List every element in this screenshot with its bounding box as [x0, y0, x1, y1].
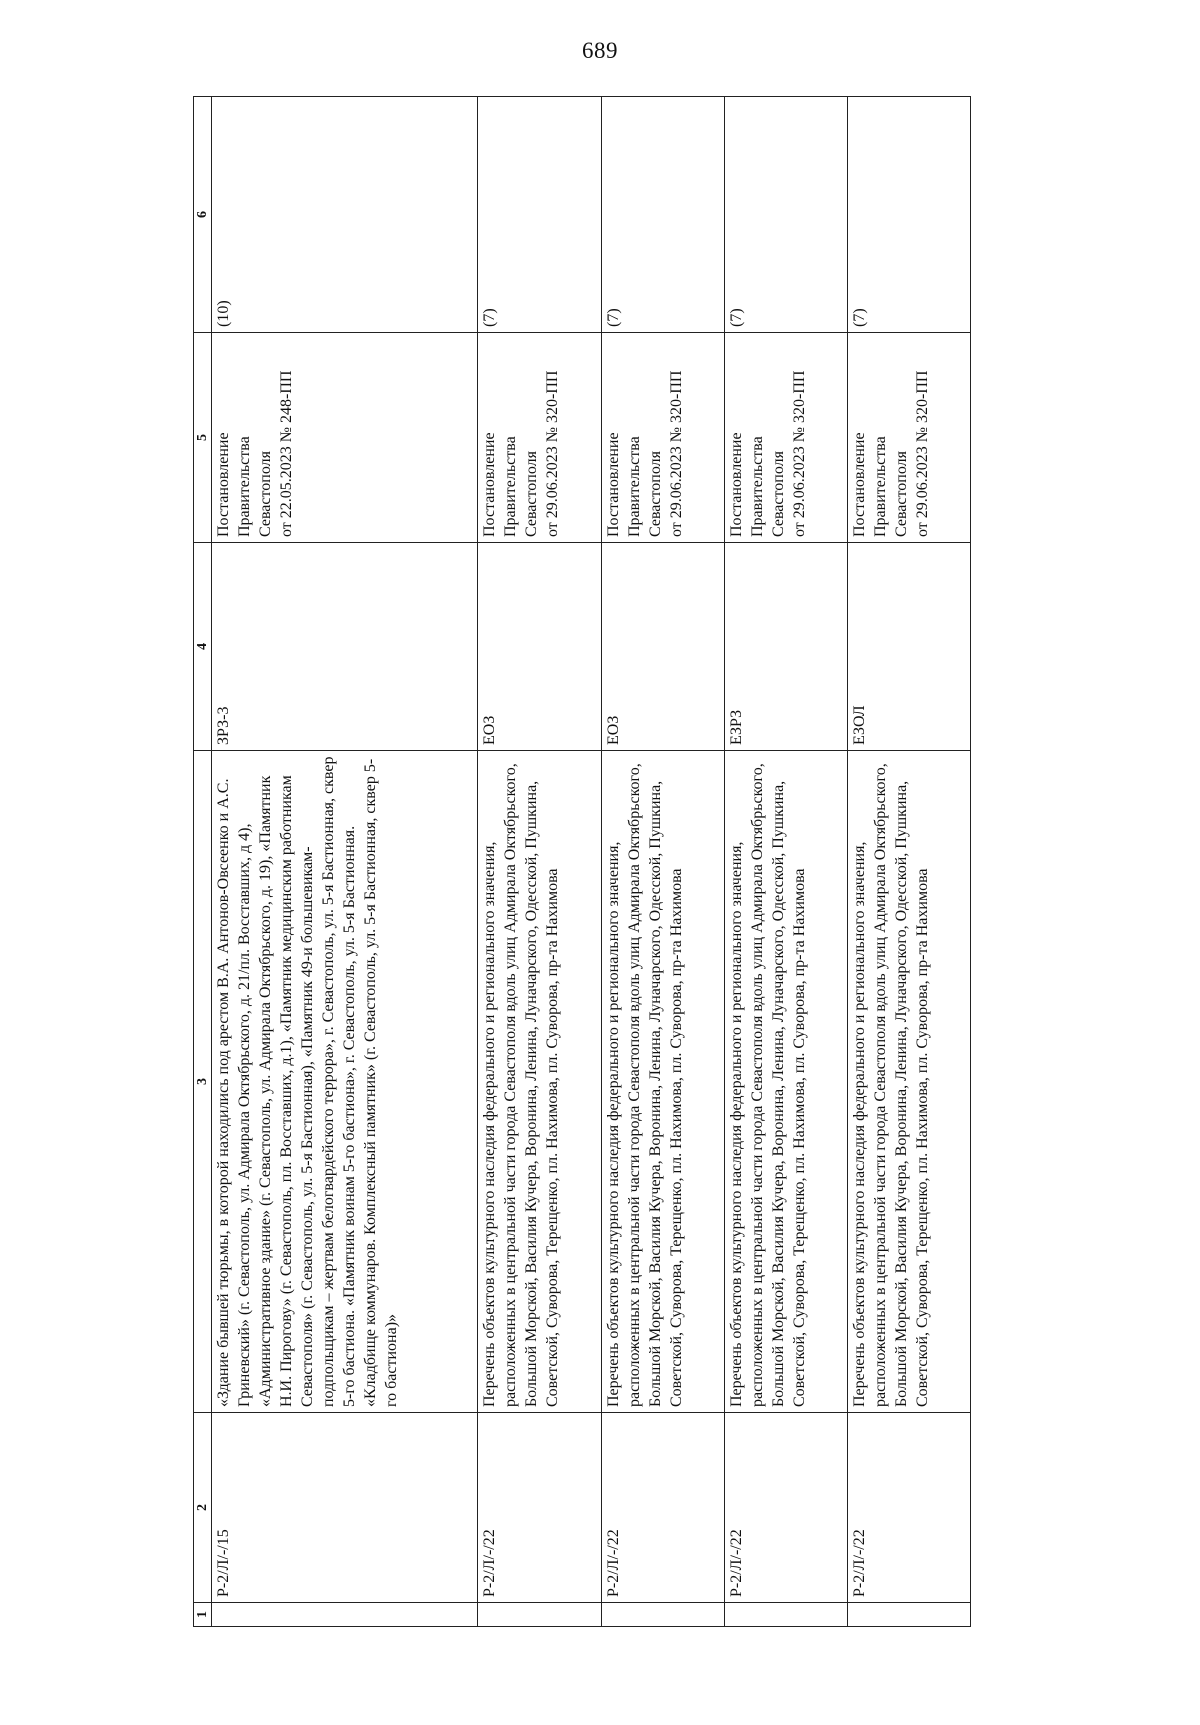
cell-code: Р-2/Л/-/15 — [212, 1413, 478, 1603]
column-header-4: 4 — [194, 543, 212, 751]
cell-note: (10) — [212, 97, 478, 333]
cell-code: Р-2/Л/-/22 — [601, 1413, 724, 1603]
cell-document: Постановление Правительства Севастополя от 29.06.2023 № 320-ПП — [601, 333, 724, 543]
table-rotated-wrapper — [193, 97, 971, 1627]
table-row — [847, 97, 970, 1627]
cell-description: Перечень объектов культурного наследия федерального и регионального значения, расположенных в центральной части города Севастополя вдоль улиц Адмирала Октябрьского, Большой Морской, Василия Кучера, Воронина, Ленина, Луначарского, Одесской, Пушкина, Советской, Суворова, Терещенко, пл. Нахимова, пл. Суворова, пр-та Нахимова — [478, 751, 601, 1413]
cell-number — [478, 1603, 601, 1627]
table-row — [601, 97, 724, 1627]
register-table — [193, 96, 971, 1627]
cell-description: Перечень объектов культурного наследия федерального и регионального значения, расположенных в центральной части города Севастополя вдоль улиц Адмирала Октябрьского, Большой Морской, Василия Кучера, Воронина, Ленина, Луначарского, Одесской, Пушкина, Советской, Суворова, Терещенко, пл. Нахимова, пл. Суворова, пр-та Нахимова — [724, 751, 847, 1413]
table-row — [212, 97, 478, 1627]
page-number: 689 — [582, 38, 618, 63]
cell-code: Р-2/Л/-/22 — [724, 1413, 847, 1603]
cell-note: (7) — [847, 97, 970, 333]
cell-document: Постановление Правительства Севастополя от 29.06.2023 № 320-ПП — [478, 333, 601, 543]
cell-zone: ЗРЗ-3 — [212, 543, 478, 751]
cell-number — [601, 1603, 724, 1627]
cell-number — [847, 1603, 970, 1627]
table-row — [724, 97, 847, 1627]
column-header-1: 1 — [194, 1603, 212, 1627]
cell-document: Постановление Правительства Севастополя от 22.05.2023 № 248-ПП — [212, 333, 478, 543]
column-header-2: 2 — [194, 1413, 212, 1603]
cell-note: (7) — [601, 97, 724, 333]
cell-code: Р-2/Л/-/22 — [847, 1413, 970, 1603]
cell-document: Постановление Правительства Севастополя от 29.06.2023 № 320-ПП — [724, 333, 847, 543]
cell-description: Перечень объектов культурного наследия федерального и регионального значения, расположенных в центральной части города Севастополя вдоль улиц Адмирала Октябрьского, Большой Морской, Василия Кучера, Воронина, Ленина, Луначарского, Одесской, Пушкина, Советской, Суворова, Терещенко, пл. Нахимова, пл. Суворова, пр-та Нахимова — [847, 751, 970, 1413]
column-header-3: 3 — [194, 751, 212, 1413]
cell-document: Постановление Правительства Севастополя от 29.06.2023 № 320-ПП — [847, 333, 970, 543]
cell-number — [724, 1603, 847, 1627]
cell-number — [212, 1603, 478, 1627]
cell-note: (7) — [478, 97, 601, 333]
cell-zone: ЕЗОЛ — [847, 543, 970, 751]
cell-zone: ЕОЗ — [601, 543, 724, 751]
table-row — [478, 97, 601, 1627]
column-header-6: 6 — [194, 97, 212, 333]
cell-description: Перечень объектов культурного наследия федерального и регионального значения, расположенных в центральной части города Севастополя вдоль улиц Адмирала Октябрьского, Большой Морской, Василия Кучера, Воронина, Ленина, Луначарского, Одесской, Пушкина, Советской, Суворова, Терещенко, пл. Нахимова, пл. Суворова, пр-та Нахимова — [601, 751, 724, 1413]
cell-zone: ЕОЗ — [478, 543, 601, 751]
cell-description: «Здание бывшей тюрьмы, в которой находились под арестом В.А. Антонов-Овсеенко и А.С. Гриневский» (г. Севастополь, ул. Адмирала Октябрьского, д. 21/пл. Восставших, д 4), «Административное здание» (г. Севастополь, ул. Адмирала Октябрьского, д. 19), «Памятник Н.И. Пирогову» (г. Севастополь, пл. Восставших, д.1), «Памятник медицинским работникам Севастополя» (г. Севастополь, ул. 5-я Бастионная), «Памятник 49-и большевикам-подпольщикам – жертвам белогвардейского террора», г. Севастополь, ул. 5-я Бастионная, сквер 5-го бастиона. «Памятник воинам 5-го бастиона», г. Севастополь, ул. 5-я Бастионная. «Кладбище коммунаров. Комплексный памятник» (г. Севастополь, ул. 5-я Бастионная, сквер 5-го бастиона)» — [212, 751, 478, 1413]
cell-code: Р-2/Л/-/22 — [478, 1413, 601, 1603]
cell-note: (7) — [724, 97, 847, 333]
header-row — [194, 97, 212, 1627]
cell-zone: ЕЗРЗ — [724, 543, 847, 751]
column-header-5: 5 — [194, 333, 212, 543]
